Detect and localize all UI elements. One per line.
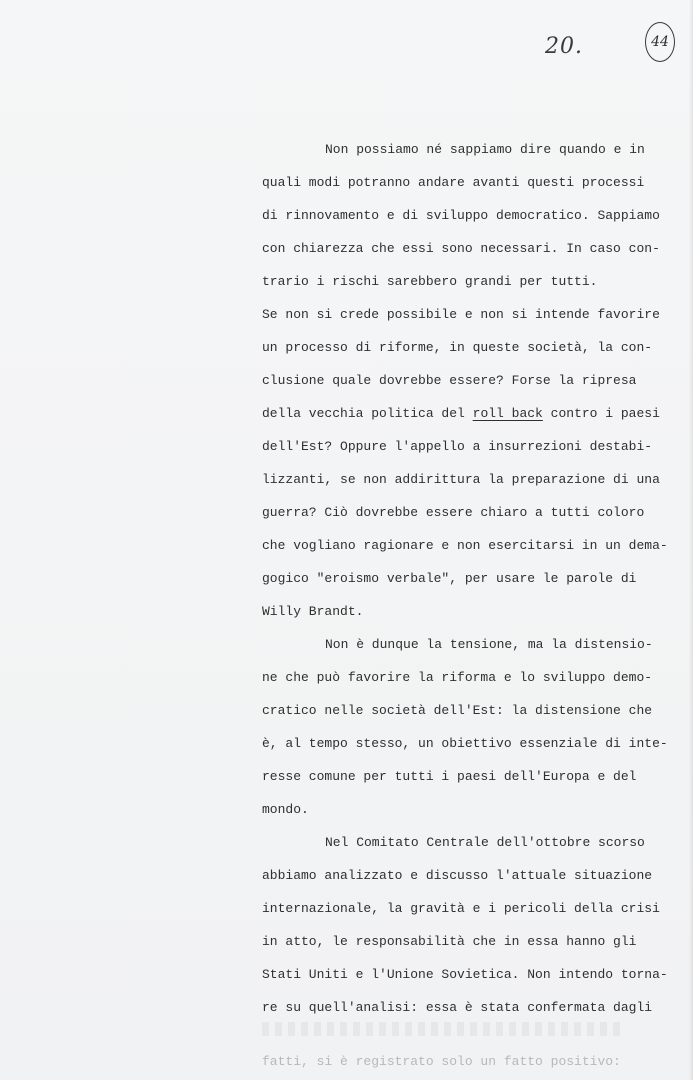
text-line: che vogliano ragionare e non esercitarsi in un dema- <box>262 538 668 553</box>
text-line: in atto, le responsabilità che in essa hanno gli <box>262 934 637 949</box>
text-line: quali modi potranno andare avanti questi processi <box>262 175 645 190</box>
underlined-term: roll back <box>472 406 543 421</box>
text-segment: della vecchia politica del <box>262 406 473 421</box>
text-line: dell'Est? Oppure l'appello a insurrezioni destabi- <box>262 439 653 454</box>
text-line: lizzanti, se non addirittura la preparazione di una <box>262 472 660 487</box>
typed-text-block <box>262 140 668 1031</box>
text-line: Stati Uniti e l'Unione Sovietica. Non intendo torna- <box>262 967 668 982</box>
text-line: Willy Brandt. <box>262 604 364 619</box>
text-segment: contro i paesi <box>542 406 660 421</box>
text-line: cratico nelle società dell'Est: la distensione che <box>262 703 653 718</box>
text-line: Se non si crede possibile e non si intende favorire <box>262 307 660 322</box>
text-line: abbiamo analizzato e discusso l'attuale situazione <box>262 868 653 883</box>
text-line: gogico "eroismo verbale", per usare le parole di <box>262 571 637 586</box>
text-line: ne che può favorire la riforma e lo sviluppo demo- <box>262 670 653 685</box>
handwritten-page-number: 20. <box>545 34 583 59</box>
text-line: di rinnovamento e di sviluppo democratico. Sappiamo <box>262 208 660 223</box>
text-line: clusione quale dovrebbe essere? Forse la ripresa <box>262 373 637 388</box>
text-line: guerra? Ciò dovrebbe essere chiaro a tutti coloro <box>262 505 645 520</box>
text-line: Nel Comitato Centrale dell'ottobre scorso <box>325 835 645 850</box>
text-line: Non è dunque la tensione, ma la distensio- <box>325 637 653 652</box>
page-edge-shadow <box>689 0 693 1080</box>
text-line: internazionale, la gravità e i pericoli della crisi <box>262 901 660 916</box>
text-line: Non possiamo né sappiamo dire quando e in <box>325 142 645 157</box>
text-line: è, al tempo stesso, un obiettivo essenziale di inte- <box>262 736 668 751</box>
text-line: re su quell'analisi: essa è stata confermata dagli <box>262 1000 653 1015</box>
text-line: mondo. <box>262 802 309 817</box>
text-line: un processo di riforme, in queste società, la con- <box>262 340 653 355</box>
circled-stamp-number: 44 <box>645 22 675 62</box>
text-line: resse comune per tutti i paesi dell'Europa e del <box>262 769 637 784</box>
faded-text-line: fatti, si è registrato solo un fatto positivo: <box>262 1054 621 1069</box>
text-line-with-underline <box>262 404 660 437</box>
bleed-through-text <box>262 1022 622 1036</box>
text-line: con chiarezza che essi sono necessari. In caso con- <box>262 241 660 256</box>
text-line: trario i rischi sarebbero grandi per tutti. <box>262 274 598 289</box>
